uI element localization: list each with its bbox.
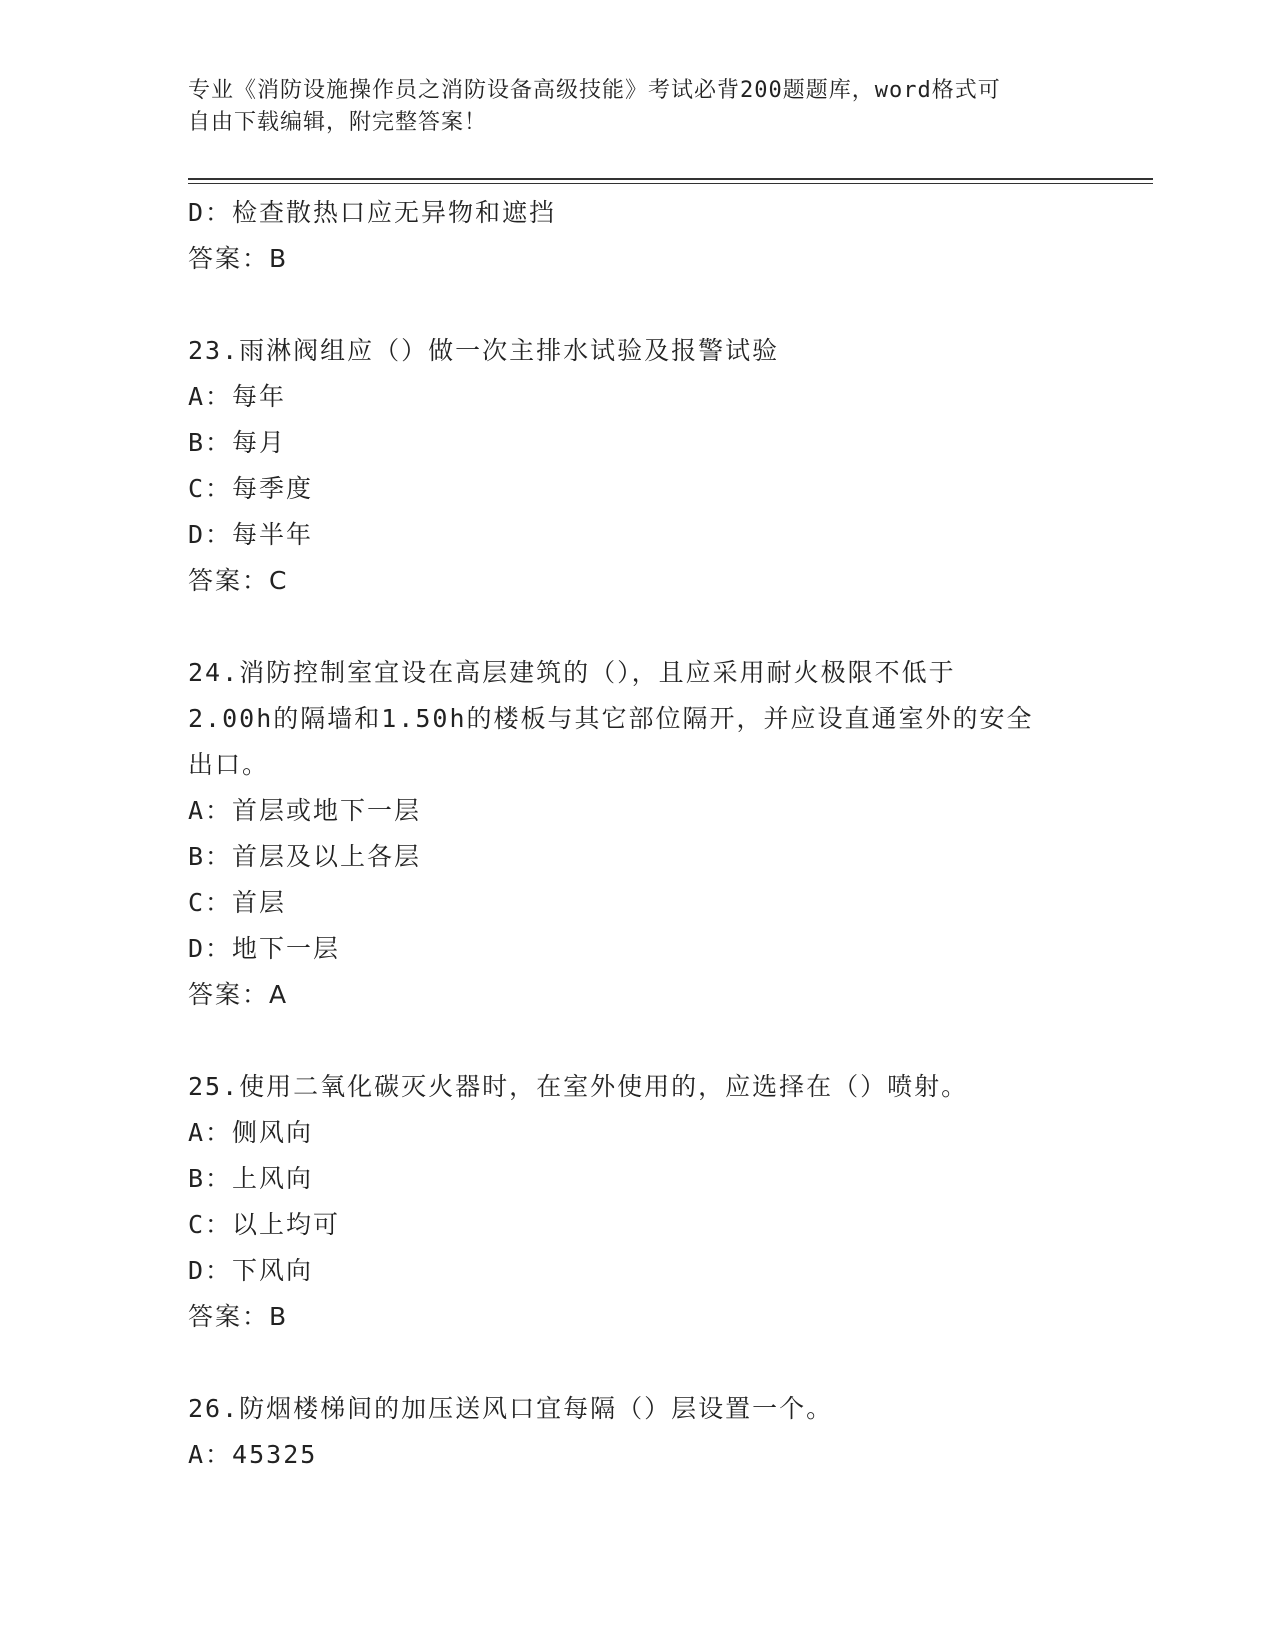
answer-line: 答案：B: [188, 244, 289, 273]
option-c: C：以上均可: [188, 1210, 341, 1239]
option-d: D：检查散热口应无异物和遮挡: [188, 198, 557, 227]
question-stem: 23.雨淋阀组应（）做一次主排水试验及报警试验: [188, 336, 780, 365]
answer-line: 答案：A: [188, 980, 289, 1009]
option-d: D：每半年: [188, 520, 314, 549]
option-b: B：首层及以上各层: [188, 842, 422, 871]
option-d: D：地下一层: [188, 934, 341, 963]
question-content: [188, 190, 1088, 1478]
question-stem: 26.防烟楼梯间的加压送风口宜每隔（）层设置一个。: [188, 1394, 834, 1423]
option-c: C：首层: [188, 888, 287, 917]
question-stem-line-2: 2.00h的隔墙和1.50h的楼板与其它部位隔开，并应设直通室外的安全: [188, 704, 1034, 733]
option-d: D：下风向: [188, 1256, 314, 1285]
header-divider-thick: [188, 178, 1153, 180]
option-b: B：上风向: [188, 1164, 314, 1193]
page-header: [188, 75, 1088, 139]
option-a: A：侧风向: [188, 1118, 314, 1147]
question-24: [188, 650, 1088, 1018]
question-stem-line-1: 24.消防控制室宜设在高层建筑的（），且应采用耐火极限不低于: [188, 658, 956, 687]
answer-line: 答案：B: [188, 1302, 289, 1331]
question-25: [188, 1064, 1088, 1340]
question-26: [188, 1386, 1088, 1478]
header-divider-thin: [188, 183, 1153, 184]
question-stem: 25.使用二氧化碳灭火器时，在室外使用的，应选择在（）喷射。: [188, 1072, 969, 1101]
option-a: A：45325: [188, 1440, 318, 1469]
header-line-2: 自由下载编辑，附完整答案！: [188, 110, 488, 135]
previous-question-tail: [188, 190, 1088, 282]
option-a: A：每年: [188, 382, 287, 411]
header-line-1: 专业《消防设施操作员之消防设备高级技能》考试必背200题题库，word格式可: [188, 78, 1001, 103]
option-b: B：每月: [188, 428, 287, 457]
answer-line: 答案：C: [188, 566, 289, 595]
question-23: [188, 328, 1088, 604]
option-c: C：每季度: [188, 474, 314, 503]
question-stem-line-3: 出口。: [188, 750, 270, 779]
option-a: A：首层或地下一层: [188, 796, 422, 825]
